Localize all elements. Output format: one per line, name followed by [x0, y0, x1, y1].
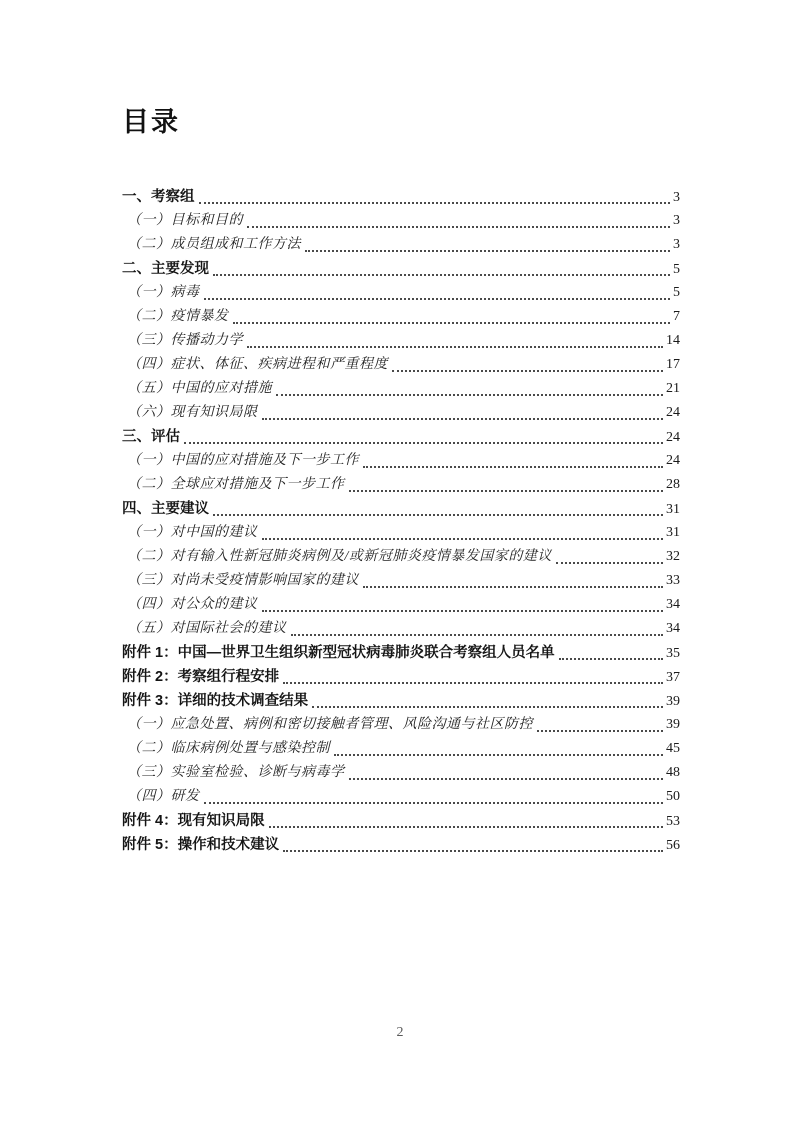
toc-page-number: 50	[666, 789, 680, 804]
toc-entry-label: （一）应急处置、病例和密切接触者管理、风险沟通与社区防控	[127, 717, 533, 732]
toc-leader-dots	[363, 586, 663, 588]
toc-entry[interactable]	[122, 785, 680, 809]
toc-page-number: 14	[666, 333, 680, 348]
toc-entry[interactable]	[122, 833, 680, 857]
toc-entry-label: （二）对有输入性新冠肺炎病例及/或新冠肺炎疫情暴发国家的建议	[127, 549, 552, 564]
toc-entry-label: （一）目标和目的	[127, 213, 243, 228]
toc-page-number: 31	[666, 502, 680, 517]
toc-page-number: 39	[666, 717, 680, 732]
toc-page-number: 45	[666, 741, 680, 756]
toc-leader-dots	[184, 442, 663, 444]
toc-page-number: 3	[673, 213, 680, 228]
toc-page-number: 33	[666, 573, 680, 588]
toc-entry-label: （四）对公众的建议	[127, 597, 258, 612]
toc-entry-label: （五）对国际社会的建议	[127, 621, 287, 636]
toc-page-number: 39	[666, 694, 680, 709]
toc-entry-label: （五）中国的应对措施	[127, 381, 272, 396]
toc-entry-label: （一）病毒	[127, 285, 200, 300]
toc-entry[interactable]	[122, 521, 680, 545]
toc-leader-dots	[556, 562, 663, 564]
toc-list	[122, 185, 680, 857]
toc-leader-dots	[363, 466, 663, 468]
toc-entry-label: （二）临床病例处置与感染控制	[127, 741, 330, 756]
toc-entry-label: （三）对尚未受疫情影响国家的建议	[127, 573, 359, 588]
toc-entry[interactable]	[122, 665, 680, 689]
toc-leader-dots	[305, 250, 670, 252]
toc-entry-label: （一）对中国的建议	[127, 525, 258, 540]
toc-page-number: 5	[673, 262, 680, 277]
toc-entry[interactable]	[122, 329, 680, 353]
toc-leader-dots	[233, 322, 671, 324]
toc-leader-dots	[312, 706, 663, 708]
toc-entry-label: （四）症状、体征、疾病进程和严重程度	[127, 357, 388, 372]
toc-entry-label: （二）疫情暴发	[127, 309, 229, 324]
toc-leader-dots	[283, 682, 663, 684]
toc-entry-label: 一、考察组	[122, 189, 195, 205]
toc-page-number: 3	[673, 237, 680, 252]
toc-leader-dots	[559, 658, 663, 660]
toc-page-number: 24	[666, 453, 680, 468]
toc-leader-dots	[204, 298, 671, 300]
toc-entry[interactable]	[122, 305, 680, 329]
toc-leader-dots	[199, 202, 671, 204]
toc-entry-label: 附件 2：考察组行程安排	[122, 669, 280, 685]
toc-entry[interactable]	[122, 425, 680, 449]
toc-leader-dots	[291, 634, 664, 636]
toc-page-number: 3	[673, 190, 680, 205]
toc-leader-dots	[213, 514, 663, 516]
toc-entry[interactable]	[122, 401, 680, 425]
toc-entry-label: 三、评估	[122, 429, 180, 445]
toc-content	[122, 100, 680, 857]
toc-entry-label: 二、主要发现	[122, 261, 209, 277]
toc-entry[interactable]	[122, 809, 680, 833]
toc-entry-label: （二）全球应对措施及下一步工作	[127, 477, 345, 492]
toc-entry[interactable]	[122, 185, 680, 209]
toc-entry-label: （二）成员组成和工作方法	[127, 237, 301, 252]
toc-entry[interactable]	[122, 233, 680, 257]
toc-page-number: 35	[666, 646, 680, 661]
toc-entry[interactable]	[122, 641, 680, 665]
toc-entry[interactable]	[122, 497, 680, 521]
toc-leader-dots	[247, 226, 670, 228]
toc-entry[interactable]	[122, 257, 680, 281]
toc-leader-dots	[283, 850, 663, 852]
toc-entry[interactable]	[122, 569, 680, 593]
toc-leader-dots	[349, 778, 664, 780]
toc-entry[interactable]	[122, 449, 680, 473]
toc-entry[interactable]	[122, 377, 680, 401]
toc-entry-label: 附件 3：详细的技术调查结果	[122, 693, 309, 709]
footer-page-number: 2	[396, 1025, 404, 1040]
toc-entry-label: （六）现有知识局限	[127, 405, 258, 420]
toc-entry[interactable]	[122, 761, 680, 785]
toc-leader-dots	[392, 370, 663, 372]
toc-page-number: 32	[666, 549, 680, 564]
toc-leader-dots	[204, 802, 664, 804]
toc-entry[interactable]	[122, 713, 680, 737]
toc-entry-label: （一）中国的应对措施及下一步工作	[127, 453, 359, 468]
toc-page-number: 24	[666, 405, 680, 420]
toc-page-number: 34	[666, 597, 680, 612]
toc-page-number: 31	[666, 525, 680, 540]
toc-entry-label: （四）研发	[127, 789, 200, 804]
toc-entry-label: 附件 1：中国—世界卫生组织新型冠状病毒肺炎联合考察组人员名单	[122, 645, 555, 661]
toc-page-number: 21	[666, 381, 680, 396]
toc-leader-dots	[349, 490, 664, 492]
toc-entry[interactable]	[122, 545, 680, 569]
toc-page-number: 28	[666, 477, 680, 492]
toc-entry[interactable]	[122, 593, 680, 617]
toc-page-number: 17	[666, 357, 680, 372]
toc-page-number: 56	[666, 838, 680, 853]
toc-page-number: 24	[666, 430, 680, 445]
toc-page-number: 34	[666, 621, 680, 636]
toc-leader-dots	[262, 418, 664, 420]
toc-page-number: 37	[666, 670, 680, 685]
toc-entry-label: （三）实验室检验、诊断与病毒学	[127, 765, 345, 780]
toc-entry-label: 附件 4：现有知识局限	[122, 813, 265, 829]
toc-leader-dots	[276, 394, 663, 396]
toc-leader-dots	[247, 346, 663, 348]
toc-leader-dots	[262, 610, 664, 612]
page-title: 目录	[122, 107, 180, 137]
toc-entry[interactable]	[122, 353, 680, 377]
toc-page-number: 53	[666, 814, 680, 829]
toc-entry[interactable]	[122, 209, 680, 233]
toc-entry[interactable]	[122, 617, 680, 641]
toc-leader-dots	[537, 730, 663, 732]
toc-page-number: 5	[673, 285, 680, 300]
toc-entry[interactable]	[122, 737, 680, 761]
toc-leader-dots	[213, 274, 670, 276]
toc-leader-dots	[262, 538, 664, 540]
toc-entry-label: （三）传播动力学	[127, 333, 243, 348]
toc-entry[interactable]	[122, 473, 680, 497]
toc-leader-dots	[334, 754, 663, 756]
toc-entry[interactable]	[122, 281, 680, 305]
toc-page-number: 48	[666, 765, 680, 780]
toc-entry-label: 附件 5：操作和技术建议	[122, 837, 280, 853]
toc-entry[interactable]	[122, 689, 680, 713]
toc-leader-dots	[269, 826, 663, 828]
toc-page-number: 7	[673, 309, 680, 324]
toc-entry-label: 四、主要建议	[122, 501, 209, 517]
